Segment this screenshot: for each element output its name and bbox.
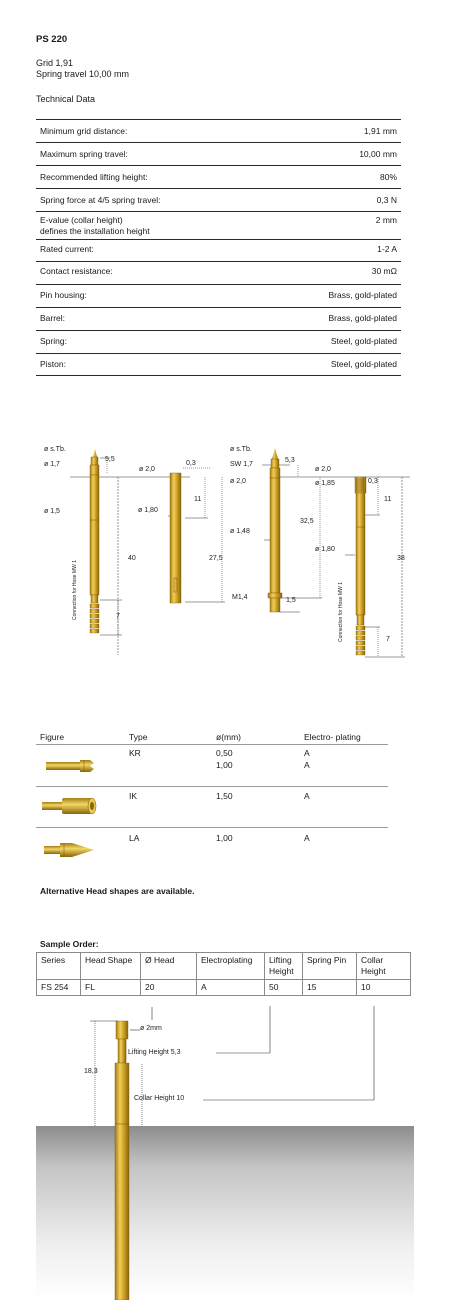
tech-value: 10,00 mm <box>359 149 397 159</box>
pin-far-right <box>355 477 366 655</box>
tech-row <box>36 331 401 354</box>
sample-value: A <box>197 980 265 996</box>
fig-header-figure: Figure <box>40 732 65 742</box>
fig-header-type: Type <box>129 732 148 742</box>
sample-value: 20 <box>141 980 197 996</box>
pin-left <box>90 449 99 633</box>
spring-travel-text: Spring travel 10,00 mm <box>36 69 130 79</box>
tech-row <box>36 308 401 331</box>
section-title: Technical Data <box>36 94 96 104</box>
tech-label: Spring force at 4/5 spring travel: <box>40 195 161 205</box>
fig-plating: A <box>304 791 310 801</box>
tech-label: E-value (collar height) <box>40 215 123 225</box>
sample-header: Collar Height <box>357 953 411 980</box>
label-d20-far: ø 2,0 <box>315 466 331 473</box>
tech-row <box>36 262 401 285</box>
label-stb-right: ø s.Tb. <box>230 446 252 453</box>
cone-tip-icon <box>42 840 98 860</box>
fig-diameter: 0,50 <box>216 748 233 758</box>
label-d2mm: ø 2mm <box>140 1025 162 1032</box>
sample-header: Lifting Height <box>265 953 303 980</box>
fig-diameter: 1,00 <box>216 760 233 770</box>
label-d20-mid: ø 2,0 <box>139 466 155 473</box>
tech-row <box>36 143 401 166</box>
dim-53: 5,3 <box>285 457 295 464</box>
conn-label-left: Connection for Hose MW 1 <box>72 559 78 620</box>
fig-plating: A <box>304 833 310 843</box>
tech-label: Barrel: <box>40 313 66 323</box>
label-lifting-height: Lifting Height 5,3 <box>128 1049 181 1056</box>
sample-value: FL <box>81 980 141 996</box>
tech-label: Contact resistance: <box>40 266 113 276</box>
tech-value: Steel, gold-plated <box>330 359 397 369</box>
tech-row <box>36 166 401 189</box>
sample-header: Electroplating <box>197 953 265 980</box>
dim-55: 5,5 <box>105 456 115 463</box>
tech-label: Recommended lifting height: <box>40 172 148 182</box>
dim-40: 40 <box>128 555 136 562</box>
sample-value: FS 254 <box>37 980 81 996</box>
sample-order-title: Sample Order: <box>40 939 99 949</box>
pin-drawing <box>0 440 450 670</box>
page-title: PS 220 <box>36 34 68 45</box>
label-collar-height: Collar Height 10 <box>134 1095 185 1102</box>
sample-value: 15 <box>303 980 357 996</box>
sample-header: Spring Pin <box>303 953 357 980</box>
tech-label: Minimum grid distance: <box>40 126 128 136</box>
dim-7-left: 7 <box>116 613 120 620</box>
tech-value: Steel, gold-plated <box>330 336 397 346</box>
fig-row-divider <box>36 786 388 787</box>
label-d180-mid: ø 1,80 <box>138 507 158 514</box>
tech-value: 30 mΩ <box>371 266 397 276</box>
tech-value: 2 mm <box>375 215 397 225</box>
tech-label: Pin housing: <box>40 290 87 300</box>
tech-value: 1-2 A <box>377 244 397 254</box>
dim-7-far: 7 <box>386 636 390 643</box>
fig-type: IK <box>129 791 138 801</box>
dim-11-far: 11 <box>384 496 392 503</box>
pin-mid <box>170 473 181 603</box>
tech-row <box>36 189 401 212</box>
dim-03-mid: 0,3 <box>186 460 196 467</box>
pin-right <box>268 448 282 612</box>
tech-value: 1,91 mm <box>363 126 397 136</box>
dim-275: 27,5 <box>209 555 223 562</box>
tech-row <box>36 240 401 262</box>
dim-03-far: 0,3 <box>368 478 378 485</box>
conn-label-far: Connection for Hose MW 1 <box>338 581 344 642</box>
dim-15-right: 1,5 <box>286 597 296 604</box>
sample-order-table <box>36 952 411 996</box>
tech-label: Piston: <box>40 359 66 369</box>
fig-header-diameter: ø(mm) <box>216 732 242 742</box>
label-d180-far: ø 1,80 <box>315 546 335 553</box>
dim-38: 38 <box>397 555 405 562</box>
tech-row <box>36 120 401 143</box>
fig-row-divider <box>36 827 388 828</box>
tech-value: Brass, gold-plated <box>328 313 397 323</box>
fig-header-plating: Electro- plating <box>304 732 361 742</box>
fig-header-divider <box>36 744 388 745</box>
tech-label: Spring: <box>40 336 67 346</box>
tech-row <box>36 354 401 376</box>
fig-plating: A <box>304 760 310 770</box>
cup-tip-icon <box>40 795 100 817</box>
fig-diameter: 1,50 <box>216 791 233 801</box>
sample-value: 10 <box>357 980 411 996</box>
table-row <box>37 980 411 996</box>
sample-header: Ø Head <box>141 953 197 980</box>
label-m14: M1,4 <box>232 594 248 601</box>
dim-183: 18,3 <box>84 1068 98 1075</box>
label-stb-left: ø s.Tb. <box>44 446 66 453</box>
grid-text: Grid 1,91 <box>36 58 74 68</box>
label-d185: ø 1,85 <box>315 480 335 487</box>
tech-label: Maximum spring travel: <box>40 149 128 159</box>
label-sw17: SW 1,7 <box>230 461 253 468</box>
tech-value: Brass, gold-plated <box>328 290 397 300</box>
tech-row <box>36 212 401 240</box>
dim-11-mid: 11 <box>194 496 202 503</box>
tech-label-line2: defines the installation height <box>40 226 150 236</box>
dim-325: 32,5 <box>300 518 314 525</box>
fig-plating: A <box>304 748 310 758</box>
label-d17: ø 1,7 <box>44 461 60 468</box>
tech-label: Rated current: <box>40 244 94 254</box>
crown-tip-icon <box>44 757 98 775</box>
sample-value: 50 <box>265 980 303 996</box>
tech-value: 0,3 N <box>376 195 397 205</box>
fig-diameter: 1,00 <box>216 833 233 843</box>
fig-type: KR <box>129 748 141 758</box>
label-d20-right: ø 2,0 <box>230 478 246 485</box>
sample-pin-drawing <box>0 1000 450 1300</box>
alternative-heads-note: Alternative Head shapes are available. <box>40 886 195 896</box>
sample-header: Head Shape <box>81 953 141 980</box>
tech-value: 80% <box>379 172 397 182</box>
sample-header: Series <box>37 953 81 980</box>
tech-row <box>36 285 401 308</box>
label-d15-left: ø 1,5 <box>44 508 60 515</box>
table-row <box>37 953 411 980</box>
fig-type: LA <box>129 833 140 843</box>
label-d148: ø 1,48 <box>230 528 250 535</box>
